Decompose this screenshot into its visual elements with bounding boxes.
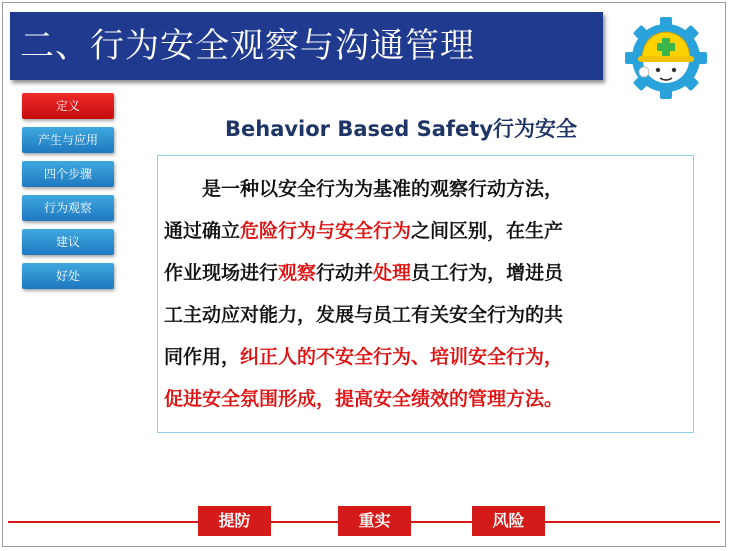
footer-button-beware[interactable]: 提防 <box>198 506 271 536</box>
body-text: 通过确立 <box>164 220 241 242</box>
paragraph-line <box>164 168 686 210</box>
sidebar <box>22 93 117 297</box>
body-text: 是一种以安全行为为基准的观察行动方法， <box>202 178 564 200</box>
footer-button-risk[interactable]: 风险 <box>472 506 545 536</box>
subtitle: Behavior Based Safety行为安全 <box>225 117 578 141</box>
paragraph-line <box>164 336 686 378</box>
body-text: 之间区别，在生产 <box>411 220 564 242</box>
body-text: 行动并 <box>316 262 374 284</box>
sidebar-item-suggestions[interactable]: 建议 <box>22 229 114 255</box>
title-bar <box>10 12 603 80</box>
paragraph-line <box>164 252 686 294</box>
highlight-text: 促进安全氛围形成，提高安全绩效的管理方法。 <box>164 388 564 410</box>
highlight-text: 纠正人的不安全行为、培训安全行为， <box>240 346 564 368</box>
sidebar-item-origin-application[interactable]: 产生与应用 <box>22 127 114 153</box>
highlight-text: 处理 <box>373 262 412 284</box>
page-title: 二、行为安全观察与沟通管理 <box>20 26 475 66</box>
paragraph-line <box>164 210 686 252</box>
safety-gear-helmet-icon <box>622 14 710 102</box>
sidebar-item-behavior-observation[interactable]: 行为观察 <box>22 195 114 221</box>
highlight-text: 观察 <box>278 262 317 284</box>
sidebar-item-benefits[interactable]: 好处 <box>22 263 114 289</box>
paragraph-line <box>164 378 686 420</box>
highlight-text: 危险行为与安全行为 <box>240 220 412 242</box>
definition-box <box>157 155 694 433</box>
sidebar-item-four-steps[interactable]: 四个步骤 <box>22 161 114 187</box>
footer-button-emphasize-reality[interactable]: 重实 <box>338 506 411 536</box>
definition-text <box>164 168 686 420</box>
body-text: 工主动应对能力，发展与员工有关安全行为的共 <box>164 304 564 326</box>
body-text: 作业现场进行 <box>164 262 279 284</box>
sidebar-item-definition[interactable]: 定义 <box>22 93 114 119</box>
body-text: 同作用， <box>164 346 241 368</box>
body-text: 员工行为，增进员 <box>411 262 564 284</box>
paragraph-line <box>164 294 686 336</box>
